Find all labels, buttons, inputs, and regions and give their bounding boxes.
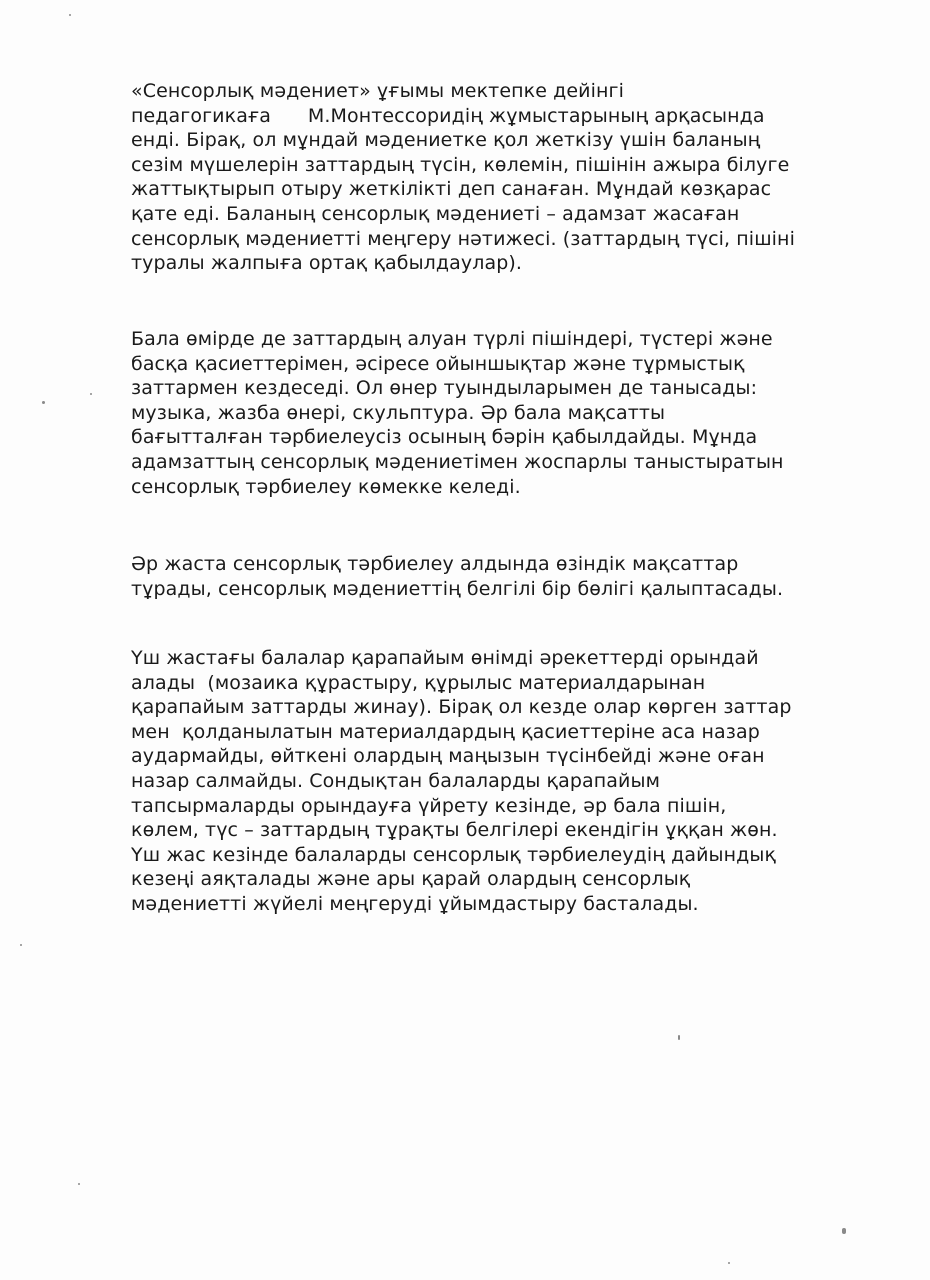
text-line: мәдениетті жүйелі меңгеруді ұйымдастыру басталады. — [131, 892, 699, 915]
text-line: алады (мозаика құрастыру, құрылыс материалдарынан — [131, 671, 706, 694]
text-line: тұрады, сенсорлық мәдениеттің белгілі бір бөлігі қалыптасады. — [131, 577, 784, 600]
text-line: Үш жас кезінде балаларды сенсорлық тәрбиелеудің дайындық — [131, 843, 777, 866]
scan-speck — [42, 401, 45, 404]
scan-speck — [69, 14, 71, 16]
text-line: адамзаттың сенсорлық мәдениетімен жоспарлы таныстыратын — [131, 450, 784, 473]
paragraph-1 — [131, 79, 851, 276]
text-line: басқа қасиеттерімен, әсіресе ойыншықтар және тұрмыстық — [131, 352, 745, 375]
paragraph-3 — [131, 552, 851, 601]
text-line: туралы жалпыға ортақ қабылдаулар). — [131, 252, 523, 275]
text-line: музыка, жазба өнері, скульптура. Әр бала мақсатты — [131, 401, 666, 424]
text-line: кезеңі аяқталады және ары қарай олардың сенсорлық — [131, 868, 691, 891]
scan-speck — [78, 1183, 80, 1185]
scan-speck — [20, 944, 22, 946]
text-line: тапсырмаларды орындауға үйрету кезінде, әр бала пішін, — [131, 794, 727, 817]
text-line: аудармайды, өйткені олардың маңызын түсінбейді және оған — [131, 745, 765, 768]
text-line: «Сенсорлық мәдениет» ұғымы мектепке дейінгі — [131, 80, 624, 102]
text-line: педагогикаға М.Монтессоридің жұмыстарының арқасында — [131, 104, 765, 127]
scan-speck — [728, 1262, 730, 1264]
text-line: назар салмайды. Сондықтан балаларды қарапайым — [131, 769, 661, 792]
text-line: сезім мүшелерін заттардың түсін, көлемін, пішінін ажыра білуге — [131, 153, 790, 176]
text-line: көлем, түс – заттардың тұрақты белгілері екендігін ұққан жөн. — [131, 819, 778, 842]
text-line: заттармен кездеседі. Ол өнер туындыларымен де танысады: — [131, 377, 758, 400]
text-line: бағытталған тәрбиелеусіз осының бәрін қабылдайды. Мұнда — [131, 426, 758, 449]
scan-speck — [842, 1228, 846, 1234]
text-line: мен қолданылатын материалдардың қасиеттеріне аса назар — [131, 720, 760, 743]
scan-speck — [678, 1035, 680, 1040]
text-line: жаттықтырып отыру жеткілікті деп санаған. Мұндай көзқарас — [131, 178, 772, 201]
paragraph-2 — [131, 327, 851, 499]
text-line: қарапайым заттарды жинау). Бірақ ол кезде олар көрген заттар — [131, 696, 792, 719]
text-line: қате еді. Баланың сенсорлық мәдениеті – адамзат жасаған — [131, 202, 740, 225]
scan-speck — [90, 393, 92, 395]
text-line: сенсорлық тәрбиелеу көмекке келеді. — [131, 475, 521, 498]
paragraph-4 — [131, 646, 851, 917]
text-line: Бала өмірде де заттардың алуан түрлі пішіндері, түстері және — [131, 328, 773, 350]
text-line: енді. Бірақ, ол мұндай мәдениетке қол жеткізу үшін баланың — [131, 129, 761, 152]
text-line: Әр жаста сенсорлық тәрбиелеу алдында өзіндік мақсаттар — [131, 553, 739, 575]
text-line: Үш жастағы балалар қарапайым өнімді әрекеттерді орындай — [131, 647, 759, 669]
text-line: сенсорлық мәдениетті меңгеру нәтижесі. (заттардың түсі, пішіні — [131, 227, 795, 250]
